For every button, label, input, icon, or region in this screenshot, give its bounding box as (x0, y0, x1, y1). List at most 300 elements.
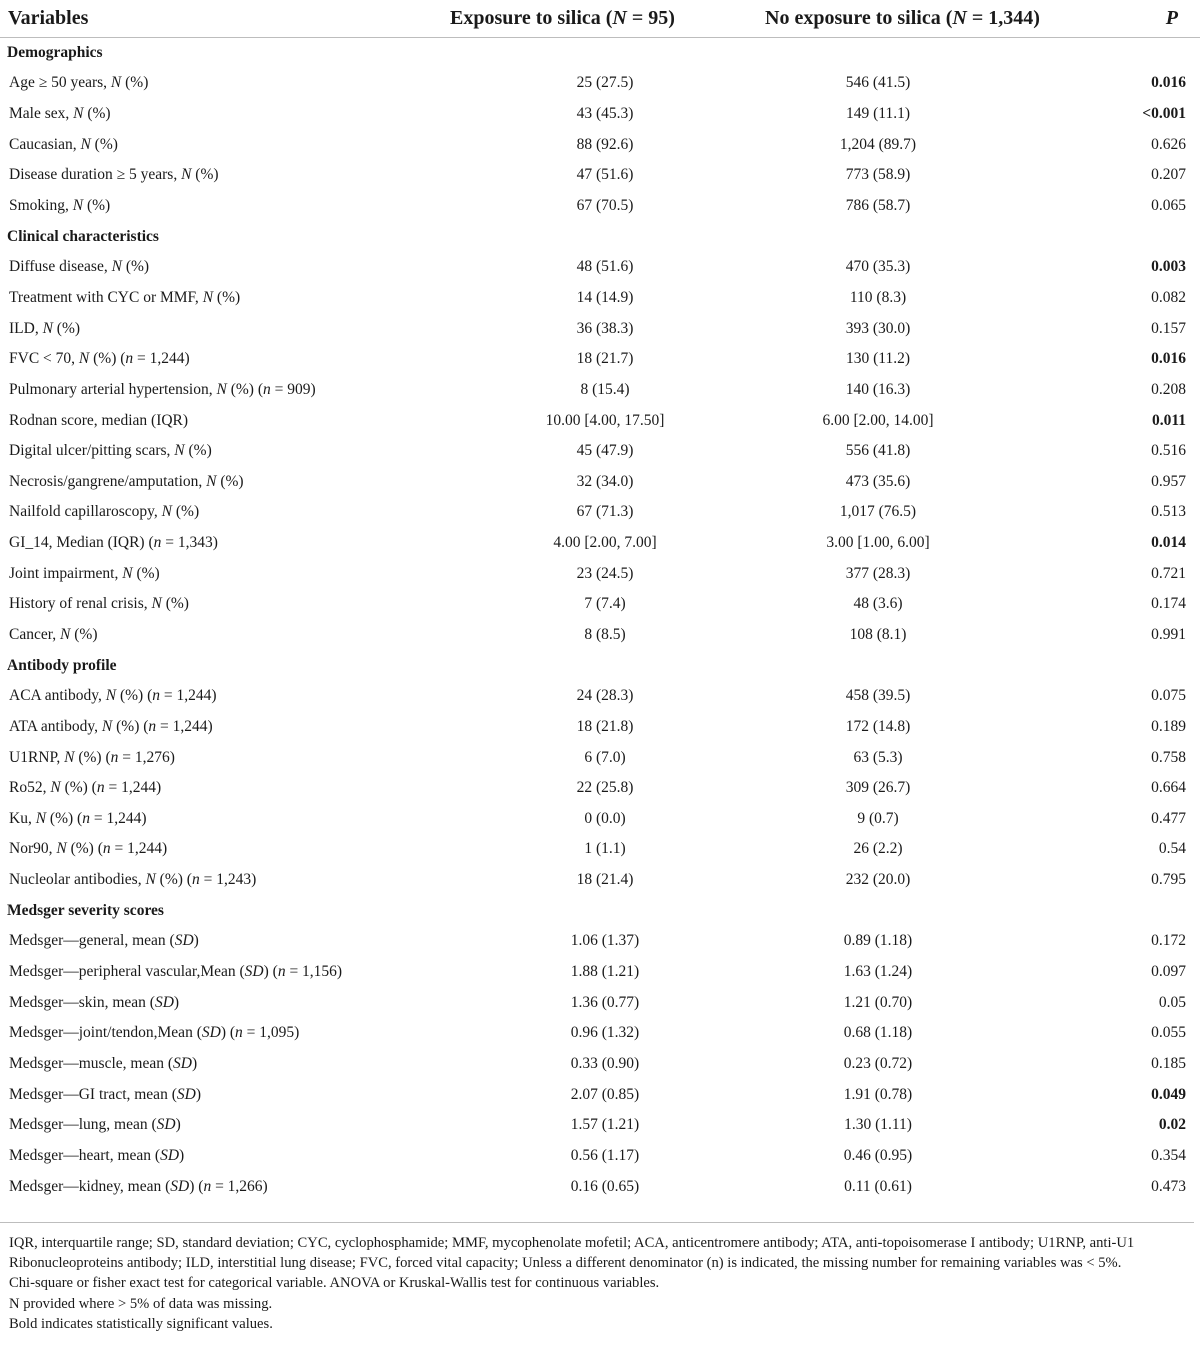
variable-cell (0, 926, 435, 957)
no-exposure-value-cell: 1.30 (1.11) (844, 1116, 912, 1134)
variable-text: N (151, 595, 162, 613)
p-value-cell: 0.02 (1158, 1116, 1186, 1134)
variable-text: n (148, 717, 157, 735)
variable-text: Nor90, (9, 840, 57, 858)
p-value-cell: 0.477 (1151, 809, 1186, 827)
exposure-value-cell: 8 (15.4) (580, 380, 630, 398)
table-row (0, 129, 1200, 160)
variable-text: N (56, 840, 67, 858)
no-exposure-value-cell: 0.89 (1.18) (843, 932, 913, 950)
variable-text: SD (244, 963, 264, 981)
exposure-value-cell: 43 (45.3) (576, 105, 634, 123)
variable-text: Medsger—kidney, mean ( (9, 1177, 171, 1195)
variable-text: (%) (121, 74, 149, 92)
variable-text: ) ( (263, 963, 278, 981)
p-value-cell: 0.473 (1151, 1177, 1186, 1195)
p-value-cell: 0.758 (1151, 748, 1186, 766)
variable-text: = 1,266) (211, 1177, 268, 1195)
variable-text: N (122, 564, 133, 582)
header-row (0, 0, 1200, 38)
variable-text: (%) ( (116, 687, 153, 705)
exposure-value-cell: 67 (70.5) (576, 197, 634, 215)
table-row (0, 1171, 1200, 1202)
table-row (0, 926, 1200, 957)
table-row (0, 865, 1200, 896)
exposure-value-cell: 18 (21.4) (576, 871, 634, 889)
table-row (0, 712, 1200, 743)
variable-text: N (35, 809, 47, 827)
table-row (0, 620, 1200, 651)
variable-text: ) (179, 1146, 185, 1164)
variable-text: Medsger—heart, mean ( (9, 1146, 161, 1164)
variable-text: N (101, 717, 113, 735)
exposure-value-cell: 1.06 (1.37) (570, 932, 640, 950)
variable-text: (%) (52, 319, 81, 337)
variable-text: (%) ( (155, 871, 192, 889)
variable-text: Joint impairment, (9, 564, 123, 582)
exposure-value-cell: 67 (71.3) (576, 503, 634, 521)
variable-text: Cancer, (9, 625, 61, 643)
variable-cell (0, 436, 435, 467)
p-value-cell: 0.513 (1151, 503, 1186, 521)
no-exposure-value-cell: 110 (8.3) (849, 288, 907, 306)
variable-text: = 1,244) (159, 687, 217, 705)
variable-text: (%) (83, 105, 111, 123)
table-header (0, 0, 1200, 38)
variable-text: (%) (172, 503, 200, 521)
p-value-cell: 0.011 (1151, 411, 1186, 429)
table-row (0, 773, 1200, 804)
no-exposure-value-cell: 3.00 [1.00, 6.00] (826, 534, 930, 552)
p-value-cell: 0.354 (1151, 1146, 1186, 1164)
variable-text: (%) ( (46, 809, 83, 827)
table-row (0, 589, 1200, 620)
table-row (0, 497, 1200, 528)
table-row (0, 1018, 1200, 1049)
variable-cell (0, 589, 435, 620)
variable-text: N (181, 166, 192, 184)
variable-text: N (60, 625, 71, 643)
variable-text: (%) (132, 564, 160, 582)
p-value-cell: 0.957 (1151, 472, 1186, 490)
variable-text: Medsger—muscle, mean ( (9, 1054, 173, 1072)
variable-cell (0, 466, 435, 497)
table-row (0, 558, 1200, 589)
table-row (0, 344, 1200, 375)
exposure-value-cell: 24 (28.3) (576, 687, 634, 705)
variable-text: N (73, 105, 84, 123)
variable-text: Ku, (9, 809, 36, 827)
footnote-line: IQR, interquartile range; SD, standard deviation; CYC, cyclophosphamide; MMF, mycophenolate mofetil; ACA, anticentromere antibody; ATA, anti-topoisomerase I antibody; U1RNP, anti-U1 Ribonucleoproteins antibody; ILD, interstitial lung disease; FVC, forced vital capacity; Unless a different denominator (n) is indicated, the missing number for remaining variables was < 5%. (9, 1235, 1135, 1272)
variable-text: SD (154, 993, 174, 1011)
exposure-value-cell: 1.57 (1.21) (570, 1116, 640, 1134)
variable-text: Medsger—lung, mean ( (9, 1116, 157, 1134)
variable-text: Diffuse disease, (9, 258, 112, 276)
variable-text: N (216, 380, 227, 398)
variable-text: = 1,343) (161, 534, 218, 552)
variable-text: Caucasian, (9, 135, 81, 153)
variable-text: SD (174, 932, 194, 950)
variable-text: (%) (121, 258, 150, 276)
variable-text: Medsger—GI tract, mean ( (9, 1085, 177, 1103)
variable-text: (%) ( (89, 350, 126, 368)
exposure-value-cell: 45 (47.9) (576, 442, 634, 460)
table-row (0, 405, 1200, 436)
no-exposure-value-cell: 1.63 (1.24) (843, 963, 913, 981)
no-exposure-value-cell: 556 (41.8) (845, 442, 911, 460)
header-p-value: P (1065, 0, 1200, 38)
variable-text: N (78, 350, 90, 368)
variable-text: SD (176, 1085, 196, 1103)
table-row (0, 987, 1200, 1018)
no-exposure-value-cell: 26 (2.2) (853, 840, 903, 858)
variable-text: Smoking, (9, 197, 73, 215)
variable-cell (0, 987, 435, 1018)
no-exposure-value-cell: 1.91 (0.78) (843, 1085, 913, 1103)
footnote-line: Chi-square or fisher exact test for categorical variable. ANOVA or Kruskal-Wallis test for continuous variables. (9, 1275, 660, 1292)
variable-text: N (64, 748, 75, 766)
p-value-cell: 0.075 (1151, 687, 1186, 705)
variable-text: N (161, 503, 172, 521)
exposure-value-cell: 6 (7.0) (584, 748, 626, 766)
p-value-cell: 0.003 (1151, 258, 1186, 276)
no-exposure-value-cell: 1,017 (76.5) (839, 503, 917, 521)
exposure-value-cell: 32 (34.0) (576, 472, 634, 490)
p-value-cell: 0.185 (1151, 1054, 1186, 1072)
variable-text: Male sex, (9, 105, 74, 123)
variable-cell (0, 405, 435, 436)
variable-text: N (206, 472, 217, 490)
variable-cell (0, 283, 435, 314)
variable-text: N (174, 442, 185, 460)
variable-text: N (110, 74, 122, 92)
variable-text: n (102, 840, 111, 858)
variable-text: SD (173, 1054, 192, 1072)
no-exposure-value-cell: 0.68 (1.18) (843, 1024, 913, 1042)
variable-text: ILD, (9, 319, 43, 337)
variable-text: (%) (70, 625, 98, 643)
exposure-value-cell: 7 (7.4) (584, 595, 626, 613)
no-exposure-value-cell: 172 (14.8) (845, 717, 911, 735)
exposure-value-cell: 0.33 (0.90) (570, 1054, 640, 1072)
no-exposure-value-cell: 63 (5.3) (853, 748, 903, 766)
variable-text: Medsger—general, mean ( (9, 932, 175, 950)
table-row (0, 99, 1200, 130)
p-value-cell: 0.055 (1151, 1024, 1186, 1042)
variable-text: ) (195, 1085, 201, 1103)
variable-text: n (96, 779, 105, 797)
variable-text: (%) ( (226, 380, 263, 398)
exposure-value-cell: 2.07 (0.85) (570, 1085, 640, 1103)
exposure-value-cell: 18 (21.7) (576, 350, 634, 368)
variable-text: SD (201, 1024, 221, 1042)
variable-text: n (262, 380, 271, 398)
variable-text: (%) ( (112, 717, 149, 735)
variable-text: ) ( (189, 1177, 204, 1195)
variable-text: N (72, 197, 84, 215)
variable-cell (0, 1079, 435, 1110)
p-value-cell: 0.516 (1151, 442, 1186, 460)
variable-cell (0, 99, 435, 130)
variable-text: Medsger—joint/tendon,Mean ( (9, 1024, 202, 1042)
variable-text: Disease duration ≥ 5 years, (9, 166, 182, 184)
variable-text: ) (191, 1054, 198, 1072)
variable-cell (0, 344, 435, 375)
variable-text: Age ≥ 50 years, (9, 74, 111, 92)
table-row (0, 804, 1200, 835)
variable-cell (0, 558, 435, 589)
section-header-row (0, 895, 1200, 926)
variable-text: (%) (191, 166, 219, 184)
p-value-cell: 0.014 (1151, 534, 1186, 552)
table-row (0, 1049, 1200, 1080)
exposure-value-cell: 23 (24.5) (576, 564, 634, 582)
variable-text: = 1,156) (285, 963, 343, 981)
variable-cell (0, 252, 435, 283)
p-value-cell: 0.082 (1151, 288, 1186, 306)
table-row (0, 313, 1200, 344)
section-title: Demographics (7, 44, 103, 62)
variable-text: N (105, 687, 117, 705)
variable-text: (%) (83, 197, 111, 215)
table-row (0, 252, 1200, 283)
variable-cell (0, 1110, 435, 1141)
variable-text: = 1,095) (242, 1024, 300, 1042)
variable-text: (%) ( (74, 748, 111, 766)
variable-cell (0, 773, 435, 804)
variable-text: Ro52, (9, 779, 51, 797)
variable-text: Medsger—skin, mean ( (9, 993, 155, 1011)
variable-text: n (82, 809, 90, 827)
variable-cell (0, 742, 435, 773)
variable-text: (%) (216, 472, 244, 490)
p-value-cell: 0.54 (1158, 840, 1186, 858)
no-exposure-value-cell: 232 (20.0) (845, 871, 911, 889)
no-exposure-value-cell: 393 (30.0) (845, 319, 911, 337)
variable-text: N (111, 258, 122, 276)
variable-cell (0, 957, 435, 988)
exposure-value-cell: 4.00 [2.00, 7.00] (553, 534, 657, 552)
exposure-value-cell: 10.00 [4.00, 17.50] (545, 411, 665, 429)
table-row (0, 834, 1200, 865)
p-value-cell: 0.207 (1151, 166, 1186, 184)
variable-text: History of renal crisis, (9, 595, 152, 613)
no-exposure-value-cell: 786 (58.7) (845, 197, 911, 215)
variable-text: Medsger—peripheral vascular,Mean ( (9, 963, 245, 981)
variable-text: N (145, 871, 156, 889)
variable-text: (%) (213, 288, 241, 306)
header-no-exposure: No exposure to silica (N = 1,344) (703, 0, 1065, 38)
no-exposure-value-cell: 1.21 (0.70) (843, 993, 913, 1011)
no-exposure-value-cell: 130 (11.2) (846, 350, 910, 368)
p-value-cell: <0.001 (1142, 105, 1186, 123)
variable-text: = 1,244) (104, 779, 162, 797)
variable-text: = 1,276) (118, 748, 175, 766)
p-value-cell: 0.157 (1151, 319, 1186, 337)
exposure-value-cell: 88 (92.6) (576, 135, 634, 153)
table-row (0, 681, 1200, 712)
exposure-value-cell: 22 (25.8) (576, 779, 634, 797)
variable-text: (%) (184, 442, 212, 460)
exposure-value-cell: 0.96 (1.32) (570, 1024, 640, 1042)
table-row (0, 466, 1200, 497)
variable-text: Treatment with CYC or MMF, (9, 288, 203, 306)
no-exposure-value-cell: 470 (35.3) (845, 258, 911, 276)
variable-text: n (152, 687, 160, 705)
exposure-value-cell: 47 (51.6) (576, 166, 634, 184)
variable-text: (%) (90, 135, 118, 153)
table-row (0, 742, 1200, 773)
table-row (0, 957, 1200, 988)
variable-cell (0, 804, 435, 835)
variable-text: n (125, 350, 134, 368)
variable-text: Pulmonary arterial hypertension, (9, 380, 217, 398)
variable-cell (0, 1171, 435, 1202)
exposure-value-cell: 36 (38.3) (576, 319, 634, 337)
no-exposure-value-cell: 458 (39.5) (845, 687, 911, 705)
variable-text: = 1,244) (110, 840, 168, 858)
table-row (0, 375, 1200, 406)
footnote-line: N provided where > 5% of data was missing. (9, 1295, 273, 1312)
variable-cell (0, 1141, 435, 1172)
exposure-value-cell: 25 (27.5) (576, 74, 634, 92)
p-value-cell: 0.016 (1151, 74, 1186, 92)
no-exposure-value-cell: 149 (11.1) (846, 105, 910, 123)
variable-cell (0, 712, 435, 743)
variable-text: ACA antibody, (9, 687, 106, 705)
variable-text: SD (156, 1116, 176, 1134)
p-value-cell: 0.016 (1151, 350, 1186, 368)
no-exposure-value-cell: 48 (3.6) (853, 595, 903, 613)
no-exposure-value-cell: 0.46 (0.95) (843, 1146, 913, 1164)
table-row (0, 191, 1200, 222)
section-header-row (0, 38, 1200, 69)
exposure-value-cell: 1.36 (0.77) (570, 993, 640, 1011)
exposure-value-cell: 0 (0.0) (584, 809, 626, 827)
section-title: Clinical characteristics (7, 227, 159, 245)
variable-text: n (153, 534, 162, 552)
exposure-value-cell: 48 (51.6) (576, 258, 634, 276)
table-bottom-rule (0, 1222, 1194, 1223)
table-row (0, 436, 1200, 467)
variable-text: N (202, 288, 214, 306)
no-exposure-value-cell: 0.11 (0.61) (844, 1177, 912, 1195)
table-row (0, 1110, 1200, 1141)
variable-cell (0, 160, 435, 191)
p-value-cell: 0.664 (1151, 779, 1186, 797)
table-row (0, 68, 1200, 99)
exposure-value-cell: 0.56 (1.17) (570, 1146, 640, 1164)
variable-cell (0, 528, 435, 559)
variable-text: ) (193, 932, 199, 950)
variable-cell (0, 1049, 435, 1080)
variable-cell (0, 191, 435, 222)
variable-text: Nailfold capillaroscopy, (9, 503, 162, 521)
variable-cell (0, 497, 435, 528)
p-value-cell: 0.174 (1151, 595, 1186, 613)
variable-text: = 909) (270, 380, 316, 398)
no-exposure-value-cell: 546 (41.5) (845, 74, 911, 92)
no-exposure-value-cell: 473 (35.6) (845, 472, 911, 490)
variable-text: N (80, 135, 91, 153)
variable-text: n (235, 1024, 243, 1042)
no-exposure-value-cell: 377 (28.3) (845, 564, 911, 582)
variable-text: U1RNP, (9, 748, 65, 766)
p-value-cell: 0.189 (1151, 717, 1186, 735)
p-value-cell: 0.208 (1151, 380, 1186, 398)
table-footnotes (9, 1233, 1194, 1334)
variable-text: N (50, 779, 61, 797)
no-exposure-value-cell: 773 (58.9) (845, 166, 911, 184)
variable-cell (0, 865, 435, 896)
section-header-row (0, 650, 1200, 681)
table-body (0, 38, 1200, 1202)
p-value-cell: 0.991 (1151, 625, 1186, 643)
section-header-row (0, 221, 1200, 252)
table-row (0, 528, 1200, 559)
variable-cell (0, 68, 435, 99)
exposure-value-cell: 8 (8.5) (584, 625, 626, 643)
variable-text: = 1,244) (133, 350, 190, 368)
variable-text: = 1,243) (199, 871, 257, 889)
p-value-cell: 0.721 (1151, 564, 1186, 582)
table-row (0, 283, 1200, 314)
variable-text: (%) ( (60, 779, 97, 797)
variable-cell (0, 1018, 435, 1049)
variable-text: (%) (161, 595, 189, 613)
variable-text: FVC < 70, (9, 350, 79, 368)
header-exposure: Exposure to silica (N = 95) (435, 0, 703, 38)
section-title: Antibody profile (7, 656, 117, 674)
no-exposure-value-cell: 309 (26.7) (845, 779, 911, 797)
p-value-cell: 0.065 (1151, 197, 1186, 215)
variable-text: N (42, 319, 53, 337)
no-exposure-value-cell: 6.00 [2.00, 14.00] (822, 411, 934, 429)
exposure-value-cell: 0.16 (0.65) (570, 1177, 640, 1195)
variable-text: n (191, 871, 200, 889)
variable-cell (0, 620, 435, 651)
variable-cell (0, 129, 435, 160)
variable-text: Nucleolar antibodies, (9, 871, 146, 889)
exposure-value-cell: 1 (1.1) (584, 840, 626, 858)
no-exposure-value-cell: 0.23 (0.72) (843, 1054, 913, 1072)
p-value-cell: 0.05 (1158, 993, 1186, 1011)
variable-cell (0, 834, 435, 865)
exposure-value-cell: 14 (14.9) (576, 288, 634, 306)
p-value-cell: 0.795 (1151, 871, 1186, 889)
no-exposure-value-cell: 108 (8.1) (849, 625, 907, 643)
variable-text: n (277, 963, 286, 981)
variable-text: ) ( (220, 1024, 236, 1042)
p-value-cell: 0.172 (1151, 932, 1186, 950)
variable-cell (0, 375, 435, 406)
variable-text: SD (160, 1146, 180, 1164)
variable-text: Rodnan score, median (IQR) (9, 411, 189, 429)
p-value-cell: 0.626 (1151, 135, 1186, 153)
variable-text: ATA antibody, (9, 717, 102, 735)
section-title: Medsger severity scores (7, 901, 164, 919)
table-row (0, 160, 1200, 191)
variable-text: n (203, 1177, 212, 1195)
no-exposure-value-cell: 140 (16.3) (845, 380, 911, 398)
footnote-line: Bold indicates statistically significant values. (9, 1315, 273, 1332)
header-variables: Variables (0, 0, 435, 38)
variable-text: (%) ( (66, 840, 103, 858)
variable-text: Necrosis/gangrene/amputation, (9, 472, 207, 490)
variable-text: ) (175, 1116, 181, 1134)
no-exposure-value-cell: 1,204 (89.7) (839, 135, 917, 153)
variable-cell (0, 313, 435, 344)
